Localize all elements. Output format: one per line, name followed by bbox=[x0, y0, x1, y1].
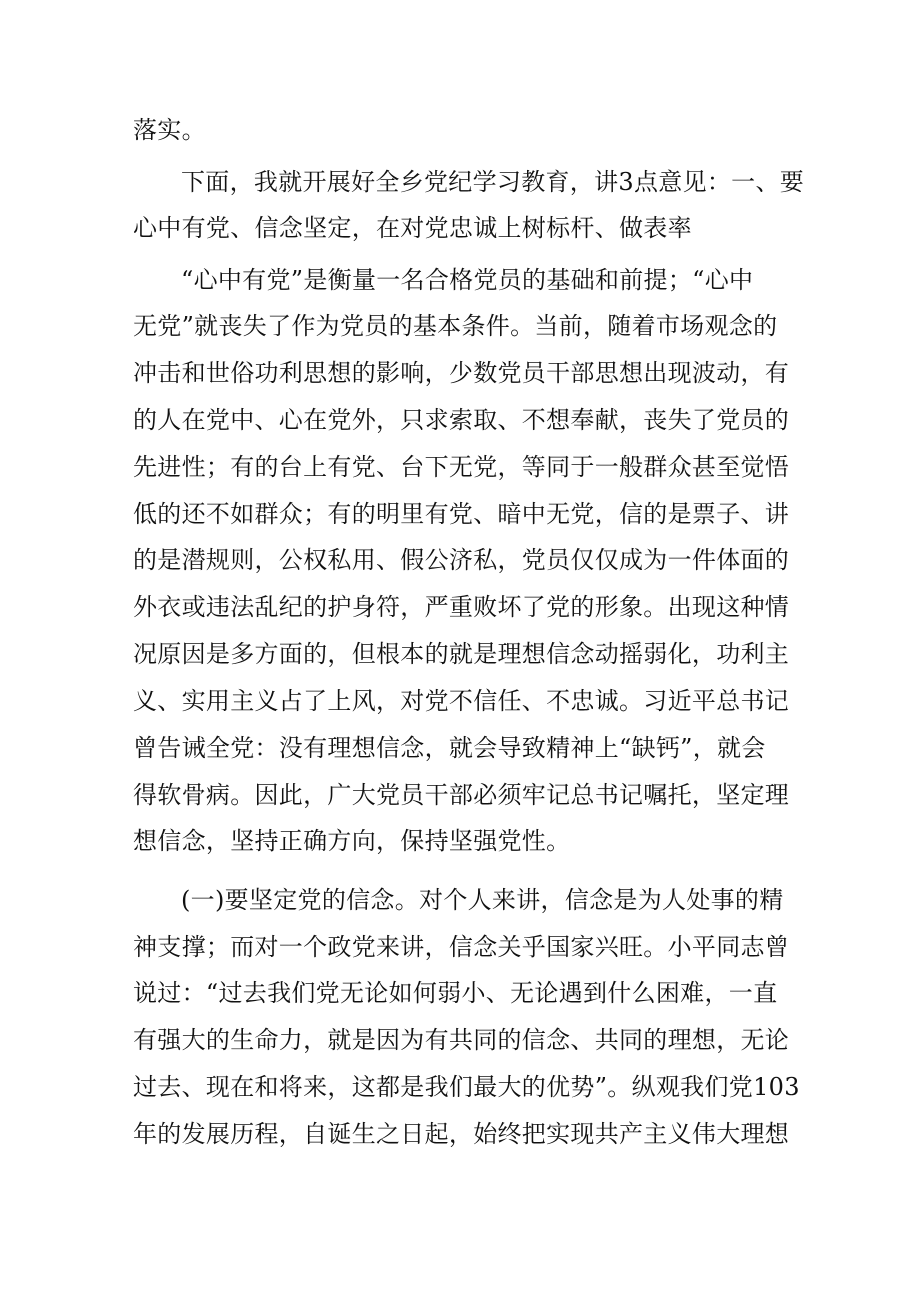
text-line: 义、实用主义占了上风，对党不信任、不忠诚。习近平总书记 bbox=[133, 687, 790, 715]
text-line: 冲击和世俗功利思想的影响，少数党员干部思想出现波动，有 bbox=[133, 359, 790, 387]
text-line: 说过：“过去我们党无论如何弱小、无论遇到什么困难，一直 bbox=[133, 979, 778, 1007]
text-line: 心中有党、信念坚定，在对党忠诚上树标杆、做表率 bbox=[133, 214, 692, 242]
text-line: 外衣或违法乱纪的护身符，严重败坏了党的形象。出现这种情 bbox=[133, 593, 790, 621]
text-line: 落实。 bbox=[133, 116, 206, 144]
text-line: (一)要坚定党的信念。对个人来讲，信念是为人处事的精 bbox=[181, 886, 784, 914]
text-line: 得软骨病。因此，广大党员干部必须牢记总书记嘱托，坚定理 bbox=[133, 781, 790, 809]
text-line: 先进性；有的台上有党、台下无党，等同于一般群众甚至觉悟 bbox=[133, 453, 790, 481]
text-line: 的人在党中、心在党外，只求索取、不想奉献，丧失了党员的 bbox=[133, 406, 790, 434]
text-line: 况原因是多方面的，但根本的就是理想信念动摇弱化，功利主 bbox=[133, 640, 790, 668]
text-line: 下面，我就开展好全乡党纪学习教育，讲3点意见：一、要 bbox=[181, 168, 805, 196]
text-line: 神支撑；而对一个政党来讲，信念关乎国家兴旺。小平同志曾 bbox=[133, 933, 790, 961]
text-line: 年的发展历程，自诞生之日起，始终把实现共产主义伟大理想 bbox=[133, 1120, 790, 1148]
text-line: 过去、现在和将来，这都是我们最大的优势”。纵观我们党103 bbox=[133, 1073, 800, 1101]
text-line: 的是潜规则，公权私用、假公济私，党员仅仅成为一件体面的 bbox=[133, 546, 790, 574]
text-line: 曾告诫全党：没有理想信念，就会导致精神上“缺钙”，就会 bbox=[133, 734, 766, 762]
text-line: 无党”就丧失了作为党员的基本条件。当前，随着市场观念的 bbox=[133, 312, 778, 340]
text-line: 有强大的生命力，就是因为有共同的信念、共同的理想，无论 bbox=[133, 1026, 790, 1054]
text-line: 低的还不如群众；有的明里有党、暗中无党，信的是票子、讲 bbox=[133, 500, 790, 528]
text-line: 想信念，坚持正确方向，保持坚强党性。 bbox=[133, 827, 571, 855]
text-line: “心中有党”是衡量一名合格党员的基础和前提；“心中 bbox=[181, 266, 754, 294]
